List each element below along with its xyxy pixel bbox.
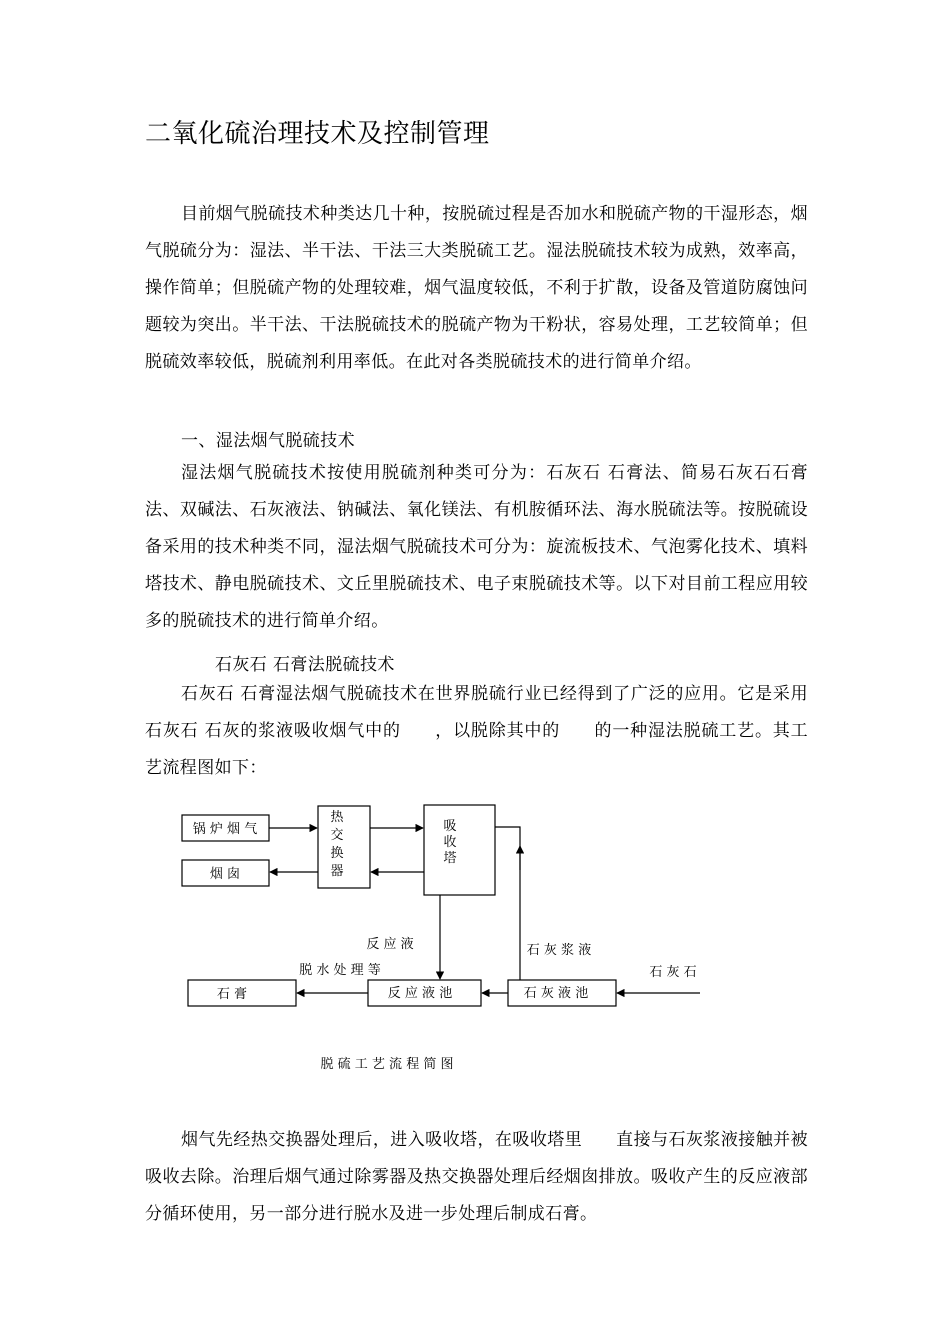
dewatering-label: 脱 水 处 理 等: [299, 963, 381, 978]
boiler-gas-label: 锅 炉 烟 气: [192, 822, 258, 837]
absorber-char-3: 塔: [443, 851, 457, 866]
chimney-label: 烟 囱: [209, 867, 241, 882]
absorber-box: [424, 805, 495, 895]
heat-exchanger-char-4: 器: [330, 864, 344, 879]
gypsum-label: 石 膏: [216, 987, 248, 1002]
lime-slurry-label: 石 灰 浆 液: [526, 943, 592, 958]
heat-exchanger-char-2: 交: [330, 828, 344, 843]
reaction-liquid-label: 反 应 液: [366, 937, 414, 952]
subsection-text-a: 石灰石 石膏湿法烟气脱硫技术在世界脱硫行业已经得到了广泛的应用。它是采用石灰石 石灰的浆液吸收烟气中的: [145, 684, 808, 741]
lime-tank-label: 石 灰 液 池: [523, 986, 589, 1001]
heat-exchanger-char-1: 热: [330, 810, 344, 825]
line-slurry-to-absorber: [495, 827, 520, 980]
subsection-heading-limestone-gypsum: 石灰石 石膏法脱硫技术: [215, 655, 395, 675]
absorber-char-2: 收: [443, 835, 457, 850]
intro-paragraph: 目前烟气脱硫技术种类达几十种，按脱硫过程是否加水和脱硫产物的干湿形态，烟气脱硫分为：湿法、半干法、干法三大类脱硫工艺。湿法脱硫技术较为成熟，效率高，操作简单；但脱硫产物的处理较难，烟气温度较低，不利于扩散，设备及管道防腐蚀问题较为突出。半干法、干法脱硫技术的脱硫产物为干粉状，容易处理，工艺较简单；但脱硫效率较低，脱硫剂利用率低。在此对各类脱硫技术的进行简单介绍。: [145, 204, 808, 372]
desulfurization-process-flow-diagram: [0, 790, 950, 1090]
absorber-char-1: 吸: [443, 819, 457, 834]
section-paragraph-wet-fgd: 湿法烟气脱硫技术按使用脱硫剂种类可分为：石灰石 石膏法、简易石灰石石膏法、双碱法、石灰液法、钠碱法、氧化镁法、有机胺循环法、海水脱硫法等。按脱硫设备采用的技术种类不同，湿法烟气脱硫技术可分为：旋流板技术、气泡雾化技术、填料塔技术、静电脱硫技术、文丘里脱硫技术、电子束脱硫技术等。以下对目前工程应用较多的脱硫技术的进行简单介绍。: [145, 463, 808, 631]
limestone-label: 石 灰 石: [649, 965, 697, 980]
section-heading-wet-fgd: 一、湿法烟气脱硫技术: [181, 431, 355, 451]
closing-paragraph: [145, 1122, 808, 1233]
heat-exchanger-char-3: 换: [330, 846, 344, 861]
heat-exchanger-box: [318, 806, 370, 888]
closing-text-b: 直接与石灰浆液接触并被吸收去除。治理后烟气通过除雾器及热交换器处理后经烟囱排放。吸收产生的反应液部分循环使用，另一部分进行脱水及进一步处理后制成石膏。: [145, 1130, 808, 1224]
subsection-text-c: 的一种湿法脱硫工艺。其工艺流程图如下：: [145, 721, 808, 778]
page-title: 二氧化硫治理技术及控制管理: [145, 119, 490, 149]
subsection-text-b: ，以脱除其中的: [434, 721, 561, 741]
closing-text-a: 烟气先经热交换器处理后，进入吸收塔，在吸收塔里: [181, 1130, 583, 1150]
diagram-caption: 脱 硫 工 艺 流 程 简 图: [320, 1057, 454, 1072]
subsection-paragraph: [145, 676, 808, 787]
reaction-tank-label: 反 应 液 池: [387, 986, 453, 1001]
